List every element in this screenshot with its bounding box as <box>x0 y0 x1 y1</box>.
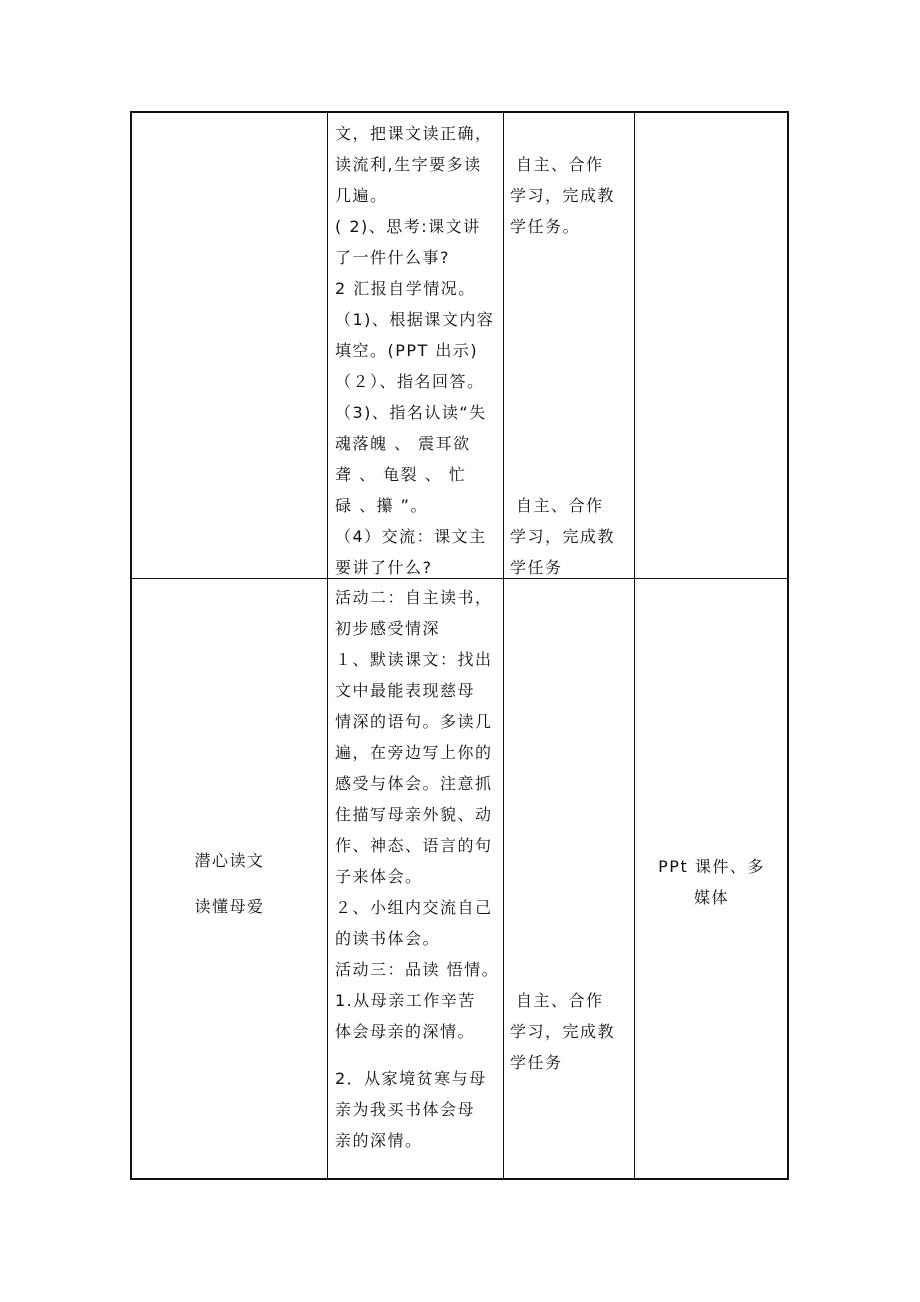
text-line: 读流利,生字要多读 <box>335 155 482 174</box>
row2-method-block <box>510 985 615 1078</box>
text-line: （1)、根据课文内容 <box>335 310 495 329</box>
text-line: 亲的深情。 <box>335 1131 423 1150</box>
text-line: 住描写母亲外貌、动 <box>335 805 493 824</box>
row1-method-block-2 <box>510 490 615 583</box>
row1-method-block-1 <box>510 149 615 242</box>
text-line: 活动二：自主读书， <box>335 588 493 607</box>
stage-title-line: 读懂母爱 <box>194 897 265 916</box>
text-line: 学习，完成教 <box>510 186 616 205</box>
text-line: 感受与体会。注意抓 <box>335 774 493 793</box>
text-line: 聋 、 龟裂 、 忙 <box>335 465 467 484</box>
text-line: PPt 课件、多 <box>658 857 765 876</box>
text-line: 要讲了什么? <box>335 558 433 577</box>
text-line: 遍，在旁边写上你的 <box>335 743 493 762</box>
text-line: 几遍。 <box>335 186 388 205</box>
text-line: （２）、指名回答。 <box>335 372 485 391</box>
paragraph-gap <box>335 1047 499 1063</box>
text-line: 学习，完成教 <box>510 1022 616 1041</box>
row2-stage-title <box>132 838 327 930</box>
text-line: 自主、合作 <box>516 991 604 1010</box>
stage-title-line: 潜心读文 <box>194 851 265 870</box>
text-line: 学任务 <box>510 558 563 577</box>
text-line: 活动三：品读 悟情。 <box>335 960 500 979</box>
text-line: 自主、合作 <box>516 155 604 174</box>
text-line: 学任务 <box>510 1053 563 1072</box>
text-line: 文，把课文读正确， <box>335 124 493 143</box>
text-line: 1.从母亲工作辛苦 <box>335 991 476 1010</box>
text-line: 填空。(PPT 出示) <box>335 341 479 360</box>
text-line: 子来体会。 <box>335 867 423 886</box>
row2-resources <box>635 851 788 913</box>
text-line: （4）交流：课文主 <box>335 527 487 546</box>
text-line: 作、神态、语言的句 <box>335 836 493 855</box>
text-line: ２、小组内交流自己 <box>335 898 493 917</box>
column-divider-3 <box>634 113 635 1178</box>
text-line: 2．从家境贫寒与母 <box>335 1069 487 1088</box>
text-line: 初步感受情深 <box>335 619 441 638</box>
column-divider-2 <box>503 113 504 1178</box>
text-line: 学任务。 <box>510 217 581 236</box>
text-line: 2 汇报自学情况。 <box>335 279 476 298</box>
text-line: 情深的语句。多读几 <box>335 712 493 731</box>
text-line: 了一件什么事? <box>335 248 450 267</box>
text-line: 亲为我买书体会母 <box>335 1100 476 1119</box>
lesson-plan-table <box>130 111 789 1180</box>
text-line: 学习，完成教 <box>510 527 616 546</box>
text-line: （3)、指名认读“失 <box>335 403 487 422</box>
row1-activity-text <box>335 118 494 583</box>
text-line: 碌 、攥 ”。 <box>335 496 428 515</box>
text-line: 自主、合作 <box>516 496 604 515</box>
text-line: 媒体 <box>693 888 729 907</box>
row2-activity-text <box>335 582 499 1156</box>
text-line: 体会母亲的深情。 <box>335 1022 476 1041</box>
text-line: 魂落魄 、 震耳欲 <box>335 434 471 453</box>
text-line: ( 2)、思考:课文讲 <box>335 217 481 236</box>
column-divider-1 <box>327 113 328 1178</box>
text-line: １、默读课文：找出 <box>335 650 493 669</box>
text-line: 的读书体会。 <box>335 929 441 948</box>
text-line: 文中最能表现慈母 <box>335 681 476 700</box>
